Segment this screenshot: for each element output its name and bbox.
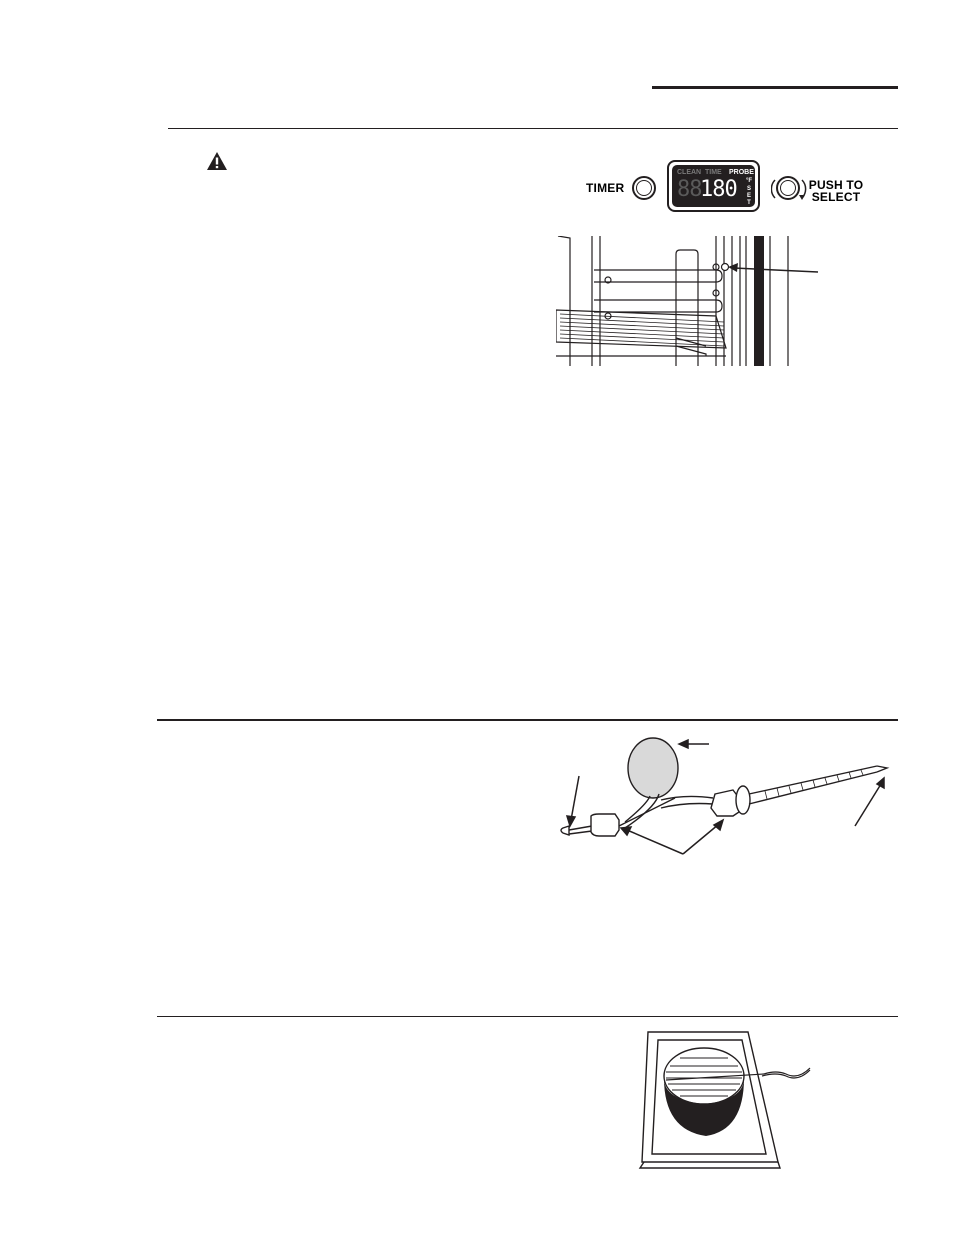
push-to-select-label (806, 179, 866, 203)
display-mode-time: TIME (705, 169, 722, 176)
section-divider-middle (157, 719, 898, 721)
display-unit: °F (745, 178, 753, 184)
oven-interior-illustration (556, 236, 836, 366)
warning-triangle-icon (206, 151, 228, 171)
display-temperature: 180 (700, 177, 737, 202)
header-rule (652, 86, 898, 89)
section-divider-bottom (157, 1016, 898, 1017)
section-divider-top (168, 128, 898, 129)
probe-display (667, 160, 760, 212)
rotate-arrows-icon (771, 174, 807, 204)
display-mode-clean: CLEAN (677, 169, 702, 176)
roast-in-pan-illustration (636, 1030, 818, 1170)
meat-probe-illustration (555, 736, 890, 861)
timer-label: TIMER (586, 181, 625, 195)
timer-knob[interactable] (632, 176, 656, 200)
push-label-line2: SELECT (811, 190, 861, 204)
display-indicators (744, 178, 754, 207)
display-set: SET (747, 186, 752, 206)
display-screen (672, 165, 755, 207)
display-digits-dim: 88 (677, 177, 702, 202)
push-label-line1: PUSH TO (808, 178, 864, 192)
display-mode-probe: PROBE (729, 169, 754, 176)
